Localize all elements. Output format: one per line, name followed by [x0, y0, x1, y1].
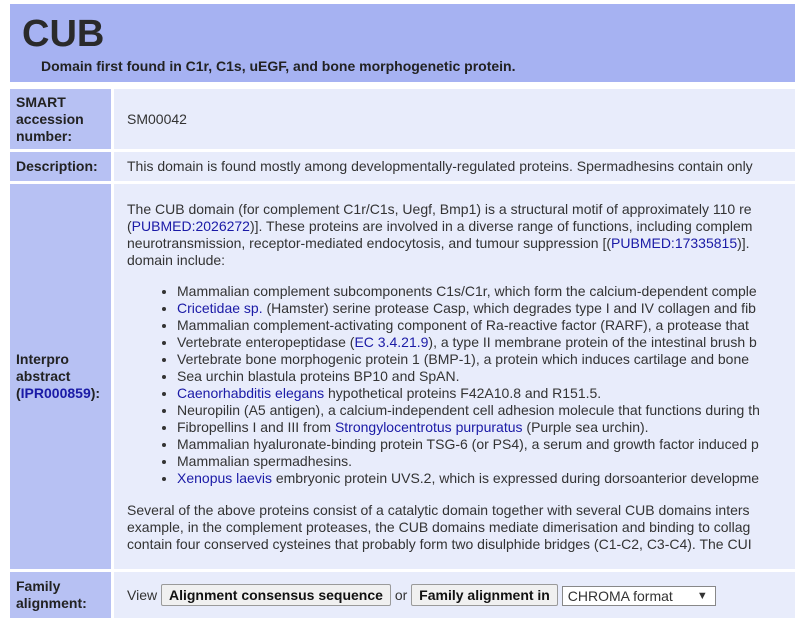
list-item: • Vertebrate enteropeptidase (EC 3.4.21.9), a type II membrane protein of the intestinal brush b — [177, 334, 760, 351]
family-alignment-button[interactable]: Family alignment in — [411, 584, 558, 606]
abstract-label: Interpro abstract (IPR000859): — [10, 184, 111, 569]
accession-label: SMART accession number: — [10, 89, 111, 149]
ec-link[interactable]: EC 3.4.21.9 — [354, 334, 429, 350]
interpro-link[interactable]: IPR000859 — [20, 385, 91, 401]
list-item: • Xenopus laevis embryonic protein UVS.2, which is expressed during dorsoanterior developme — [177, 470, 760, 487]
protein-list — [127, 283, 760, 487]
alignment-consensus-button[interactable]: Alignment consensus sequence — [161, 584, 391, 606]
pubmed-link-2026272[interactable]: PUBMED:2026272 — [131, 218, 250, 234]
list-item: • Vertebrate bone morphogenic protein 1 (BMP-1), a protein which induces cartilage and bone — [177, 351, 760, 368]
accession-value-cell — [114, 89, 795, 149]
domain-header — [10, 4, 795, 82]
list-item: • Cricetidae sp. (Hamster) serine protease Casp, which degrades type I and IV collagen and fib — [177, 300, 760, 317]
species-link[interactable]: Strongylocentrotus purpuratus — [334, 419, 523, 435]
list-item: • Mammalian complement-activating component of Ra-reactive factor (RARF), a protease that — [177, 317, 760, 334]
list-item: • Sea urchin blastula proteins BP10 and SpAN. — [177, 368, 760, 385]
list-item: • Caenorhabditis elegans hypothetical proteins F42A10.8 and R151.5. — [177, 385, 760, 402]
family-alignment-cell — [114, 572, 795, 618]
domain-subtitle: Domain first found in C1r, C1s, uEGF, and bone morphogenetic protein. — [41, 58, 516, 74]
accession-value: SM00042 — [127, 111, 187, 127]
abstract-paragraph-2: Several of the above proteins consist of a catalytic domain together with several CUB domains inters example, in the complement proteases, the CUB domains mediate dimerisation and binding to collag contain four conserved cysteines that probably form two disulphide bridges (C1-C2, C3-C4). The CUI — [127, 502, 752, 552]
domain-title: CUB — [22, 13, 105, 55]
list-item: • Mammalian hyaluronate-binding protein TSG-6 (or PS4), a serum and growth factor induced p — [177, 436, 760, 453]
list-item: • Fibropellins I and III from Strongylocentrotus purpuratus (Purple sea urchin). — [177, 419, 760, 436]
or-text: or — [394, 587, 408, 603]
format-select[interactable]: CHROMA format ▼ — [562, 586, 716, 606]
list-item: • Neuropilin (A5 antigen), a calcium-independent cell adhesion molecule that functions during th — [177, 402, 760, 419]
description-value-cell — [114, 152, 795, 181]
description-text: This domain is found mostly among developmentally-regulated proteins. Spermadhesins contain only — [127, 158, 753, 174]
list-item: • Mammalian complement subcomponents C1s/C1r, which form the calcium-dependent comple — [177, 283, 760, 300]
list-item: • Mammalian spermadhesins. — [177, 453, 760, 470]
pubmed-link-17335815[interactable]: PUBMED:17335815 — [611, 235, 738, 251]
species-link[interactable]: Cricetidae sp. — [177, 300, 263, 316]
family-alignment-label: Family alignment: — [10, 572, 111, 618]
description-label: Description: — [10, 152, 111, 181]
dropdown-arrow-icon: ▼ — [696, 590, 708, 603]
species-link[interactable]: Xenopus laevis — [177, 470, 272, 486]
abstract-paragraph-1: The CUB domain (for complement C1r/C1s, Uegf, Bmp1) is a structural motif of approximately 110 re (PUBMED:2026272)]. These proteins are involved in a diverse range of functions, including complem neurotransmission, receptor-mediated endocytosis, and tumour suppression [(PUBMED:17335815)]. domain include: — [127, 201, 753, 268]
species-link[interactable]: Caenorhabditis elegans — [177, 385, 325, 401]
abstract-cell — [114, 184, 795, 569]
view-text: View — [127, 587, 158, 603]
